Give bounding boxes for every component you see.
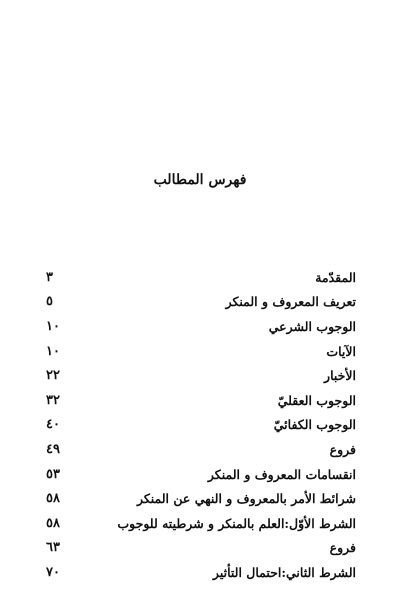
toc-entry-label: الشرط الثاني:احتمال التأثير: [212, 564, 356, 580]
toc-page-number: ٥٣: [46, 466, 60, 482]
page-title: فهرس المطالب: [153, 172, 247, 188]
toc-page-number: ٦٣: [46, 540, 60, 556]
toc-entry-label: الآيات: [326, 343, 356, 359]
toc-page-number: ٣٢: [46, 392, 60, 408]
toc-row: [46, 290, 356, 315]
toc-page-number: ٥٨: [46, 491, 60, 507]
toc-row: [46, 536, 356, 561]
toc-entry-label: انقسامات المعروف و المنكر: [207, 466, 356, 482]
toc-entry-label: الوجوب الكفائيّ: [273, 417, 356, 433]
toc-entry-label: الأخبار: [324, 368, 356, 384]
toc-row: [46, 560, 356, 585]
toc-page-number: ٥٨: [46, 515, 60, 531]
toc-row: [46, 413, 356, 438]
toc-entry-label: الشرط الأوّل:العلم بالمنكر و شرطيته للوجوب: [117, 515, 356, 531]
toc-page-number: ٥: [46, 294, 53, 310]
toc-entry-label: الوجوب الشرعي: [268, 318, 356, 334]
toc-page-number: ٧٠: [46, 564, 60, 580]
toc-row: [46, 265, 356, 290]
toc-page-number: ٢٢: [46, 368, 60, 384]
toc-entry-label: تعريف المعروف و المنكر: [225, 294, 356, 310]
toc-row: [46, 486, 356, 511]
toc-row: [46, 388, 356, 413]
toc-row: [46, 462, 356, 487]
toc-entry-label: المقدّمة: [315, 269, 356, 285]
toc-row: [46, 437, 356, 462]
toc-entry-label: الوجوب العقليّ: [277, 392, 356, 408]
toc-row: [46, 339, 356, 364]
toc-row: [46, 511, 356, 536]
toc-page-number: ١٠: [46, 343, 60, 359]
toc-page-number: ٤٩: [46, 441, 60, 457]
toc-row: [46, 314, 356, 339]
toc-page-number: ٤٠: [46, 417, 60, 433]
toc-page-number: ١٠: [46, 318, 60, 334]
toc-row: [46, 363, 356, 388]
toc-entry-label: فروع: [329, 540, 356, 556]
toc-entry-label: شرائط الأمر بالمعروف و النهي عن المنكر: [136, 491, 356, 507]
toc-entry-label: فروع: [329, 441, 356, 457]
table-of-contents: [46, 265, 356, 585]
toc-page-number: ٣: [46, 269, 53, 285]
